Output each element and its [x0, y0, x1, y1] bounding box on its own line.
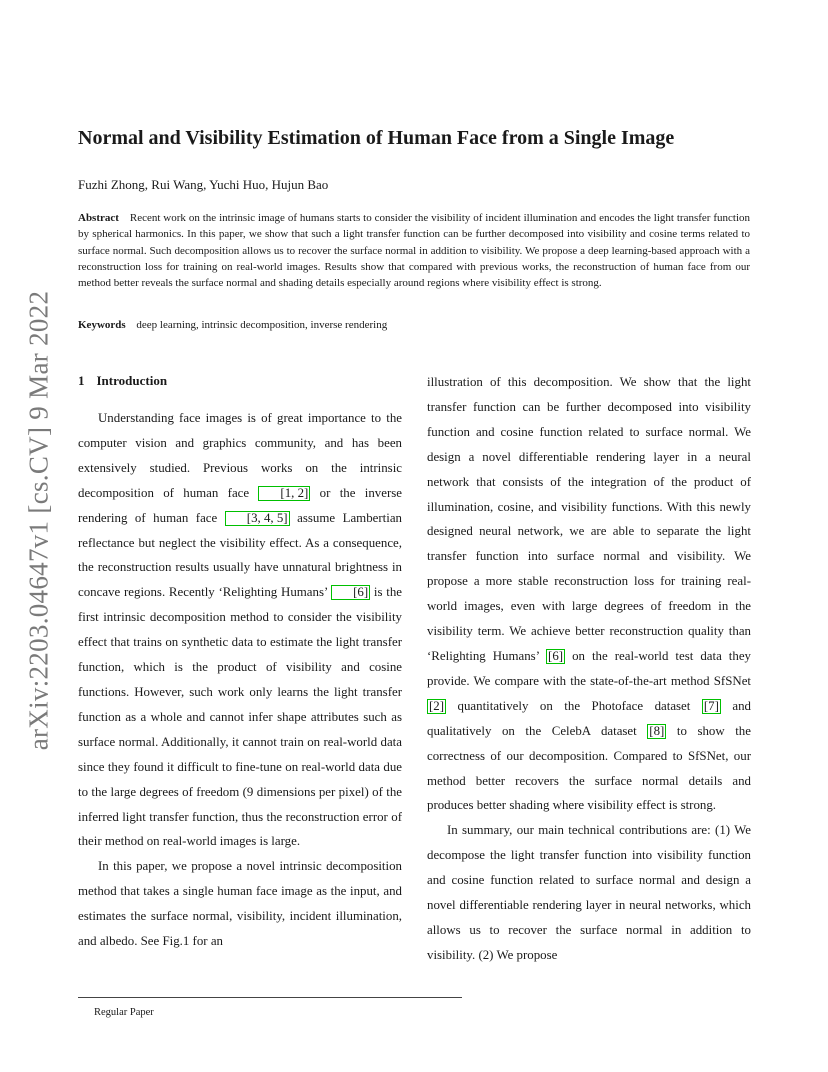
footnote-divider — [78, 997, 462, 998]
citation-link[interactable]: [8] — [649, 723, 665, 738]
text-run: or the inverse rendering of human face — [78, 485, 402, 525]
citation-link[interactable]: [6] — [548, 648, 564, 663]
keywords-text: deep learning, intrinsic decomposition, inverse rendering — [136, 319, 388, 331]
text-run: on the real-world test data they provide. We compare with the state-of-the-art method SfSNet — [427, 648, 751, 688]
intro-paragraph-2: In this paper, we propose a novel intrinsic decomposition method that takes a single human face image as the input, and estimates the surface normal, visibility, incident illumination, and albedo. See Fig.1 for an — [78, 859, 402, 949]
section-number: 1 — [78, 373, 85, 388]
keywords-label: Keywords — [78, 319, 126, 331]
text-run: Understanding face images is of great importance to the computer vision and graphics community, and has been extensively studied. Previous works on the intrinsic decomposition of human face — [78, 411, 402, 500]
section-title: Introduction — [96, 373, 168, 388]
text-run: illustration of this decomposition. We show that the light transfer function can be further decomposed into visibility function and cosine function related to surface normal. We design a novel differentiable rendering layer in a neural network that consists of the integration of the product of illumination, cosine, and visibility functions. With this newly designed neural network, we are able to separate the light transfer function into surface normal and visibility. We propose a more stable reconstruction loss for training real-world images, even with large degrees of freedom in the visibility term. We achieve better reconstruction quality than ‘Relighting Humans’ — [427, 375, 751, 663]
citation-link[interactable]: [3, 4, 5] — [225, 511, 290, 526]
abstract — [78, 210, 750, 291]
section-heading — [78, 370, 402, 406]
text-run: assume Lambertian reflectance but neglect the visibility effect. As a consequence, the reconstruction results usually have unnatural brightness in concave regions. Recently ‘Relighting Humans’ — [78, 510, 402, 600]
arxiv-sidebar-stamp — [22, 285, 56, 755]
left-column — [78, 370, 402, 995]
arxiv-identifier: arXiv:2203.04647v1 [cs.CV] 9 Mar 2022 — [23, 290, 54, 750]
paper-authors: Fuzhi Zhong, Rui Wang, Yuchi Huo, Hujun Bao — [78, 177, 329, 192]
text-run: is the first intrinsic decomposition method to consider the visibility effect that trains on synthetic data to estimate the light transfer function, which is the product of visibility and cosine functions. However, such work only learns the light transfer function as a whole and cannot infer shape attributes such as surface normal. Additionally, it cannot train on real-world data since they found it difficult to fine-tune on real-world data due to the large degrees of freedom (9 dimensions per pixel) of the inferred light transfer function, thus the reconstruction error of their method on real-world images is large. — [78, 585, 402, 849]
abstract-label: Abstract — [78, 212, 119, 224]
paper-title: Normal and Visibility Estimation of Human Face from a Single Image — [78, 127, 675, 149]
citation-link[interactable]: [2] — [429, 698, 445, 713]
intro-paragraph-2-continued — [427, 370, 751, 818]
text-run: to show the correctness of our decomposition. Compared to SfSNet, our method better recovers the surface normal details and produces better shading where visibility effect is strong. — [427, 723, 751, 813]
text-run: and qualitatively on the CelebA dataset — [427, 698, 751, 738]
citation-link[interactable]: [1, 2] — [258, 486, 310, 501]
text-run: quantitatively on the Photoface dataset — [446, 698, 702, 713]
intro-paragraph-1 — [78, 406, 402, 854]
abstract-text: Recent work on the intrinsic image of humans starts to consider the visibility of incident illumination and encodes the light transfer function by spherical harmonics. In this paper, we show that such a light transfer function can be further decomposed into visibility and cosine terms related to surface normal. Such decomposition allows us to recover the surface normal in addition to visibility. We propose a deep learning-based approach with a reconstruction loss for training on real-world images. Results show that compared with previous works, the reconstruction of human face from our method better reveals the surface normal and shading details especially around regions where visibility effect is strong. — [78, 212, 751, 290]
keywords — [78, 319, 387, 331]
citation-link[interactable]: [7] — [703, 698, 719, 713]
footnote: Regular Paper — [94, 1007, 154, 1018]
contributions-paragraph: In summary, our main technical contributions are: (1) We decompose the light transfer function into visibility function and cosine function related to surface normal and design a novel differentiable rendering layer in neural networks, which allows us to recover the surface normal in addition to visibility. (2) We propose — [427, 823, 751, 962]
right-column — [427, 370, 751, 995]
citation-link[interactable]: [6] — [331, 585, 370, 600]
